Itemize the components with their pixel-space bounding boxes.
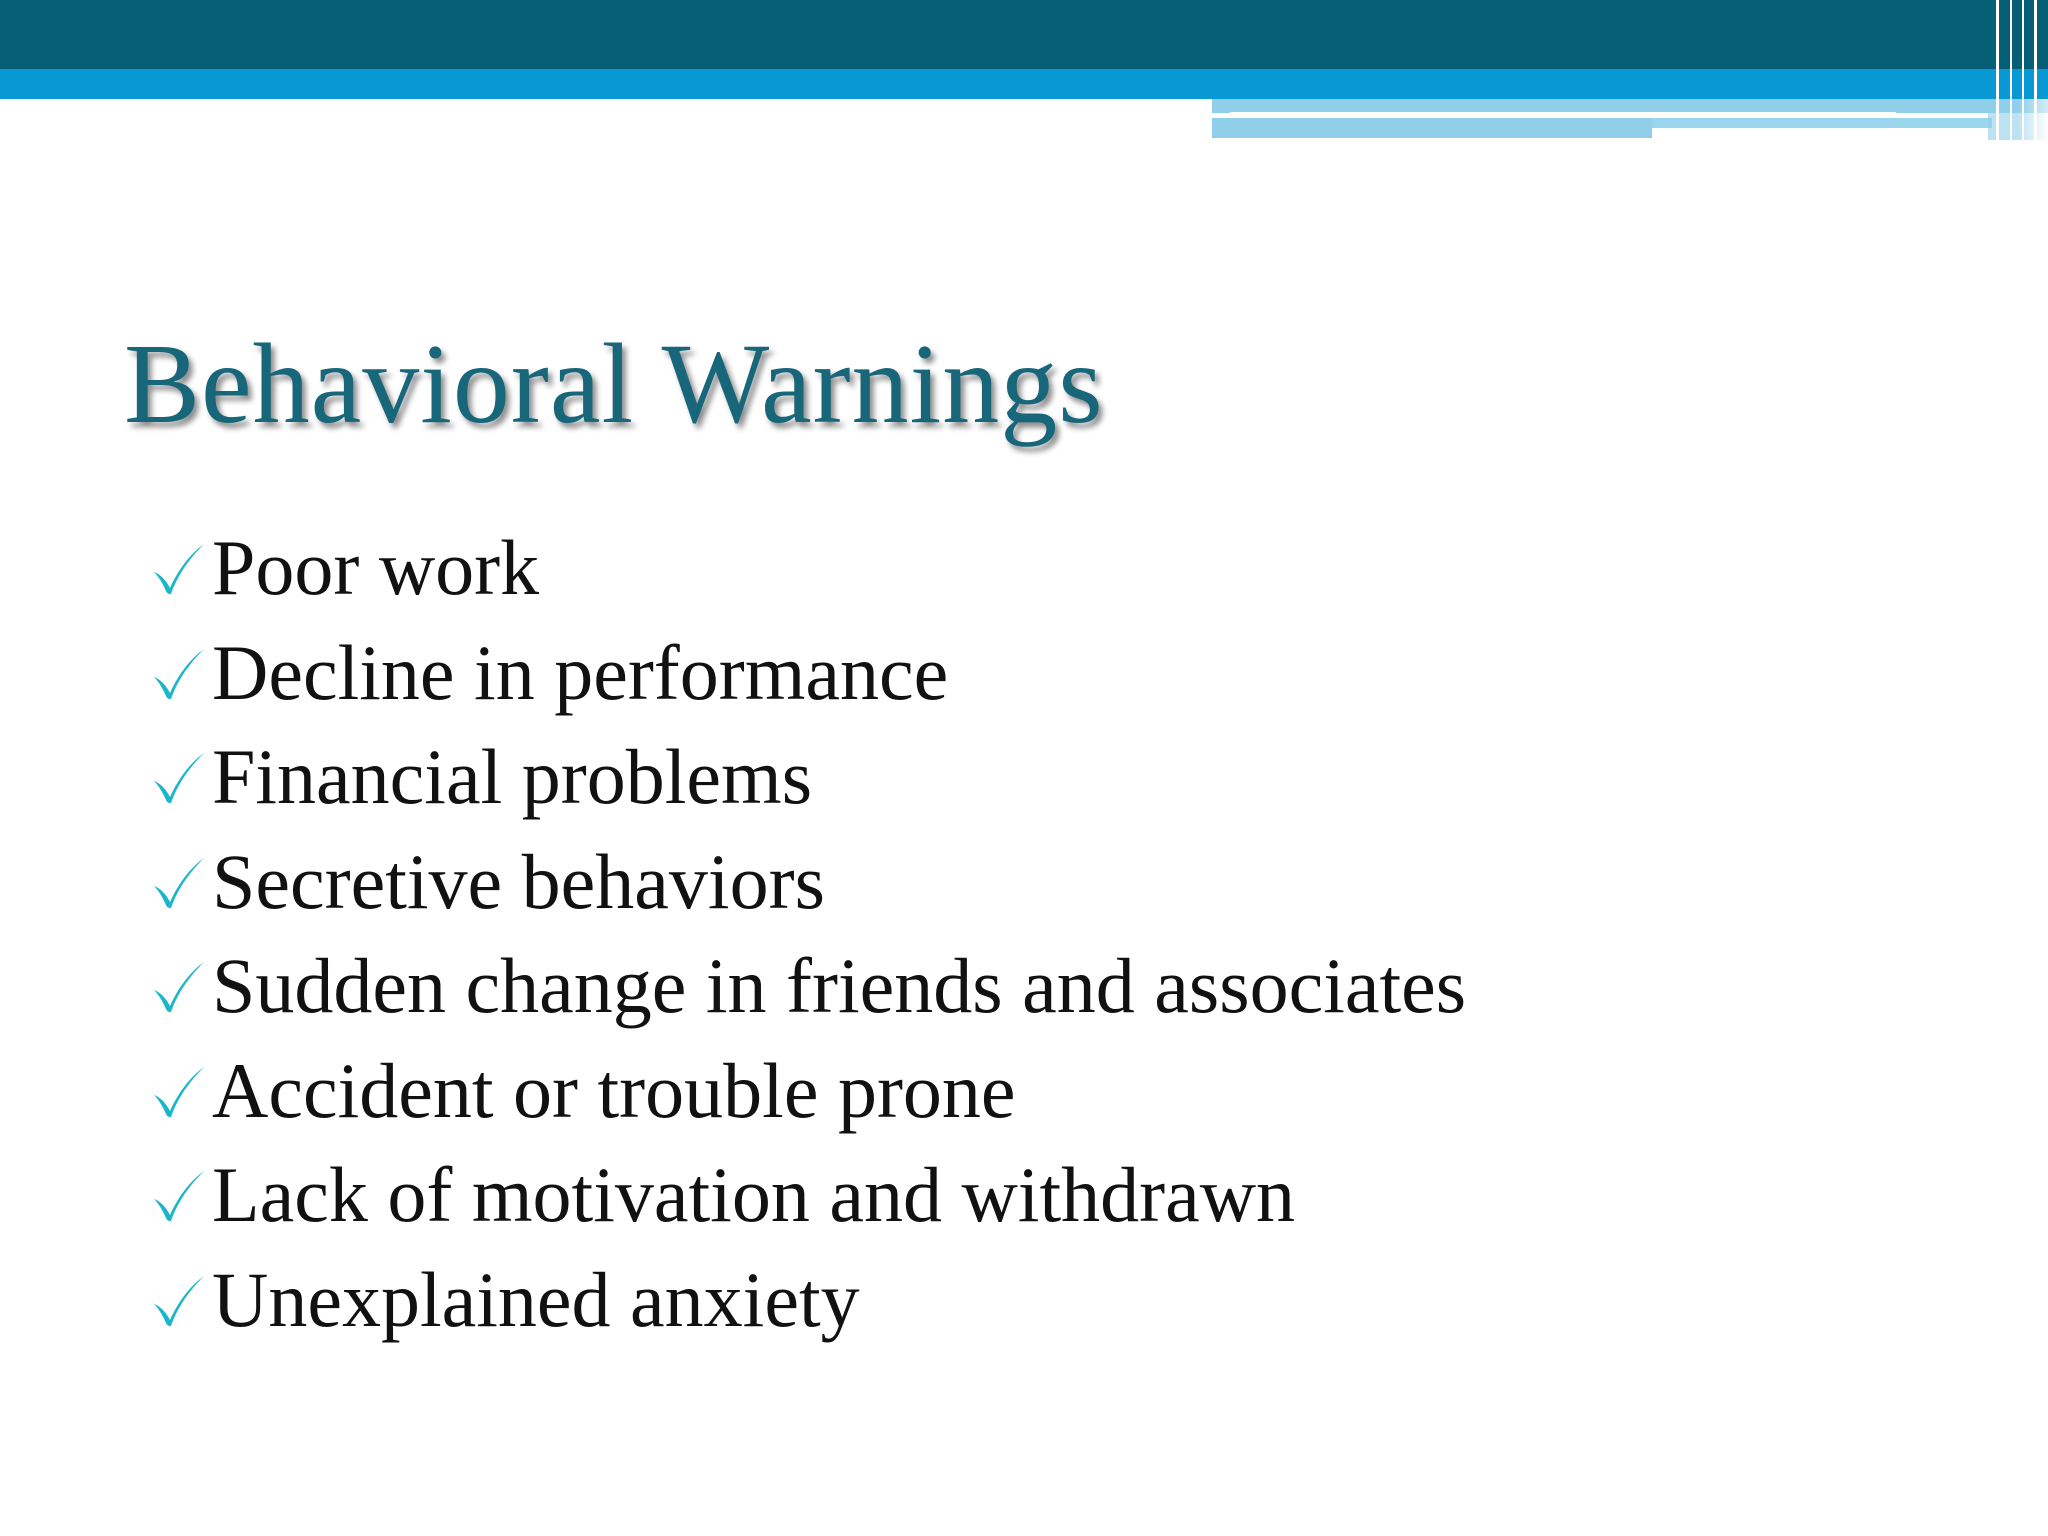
bullet-text: Accident or trouble prone bbox=[212, 1046, 1016, 1134]
header-band-light-lower bbox=[1212, 118, 1652, 138]
header-band-light bbox=[1212, 99, 2048, 113]
bullet-text: Poor work bbox=[212, 524, 540, 612]
bullet-text: Sudden change in friends and associates bbox=[212, 942, 1467, 1030]
bullet-text: Decline in performance bbox=[212, 628, 949, 716]
header-band-light-right bbox=[1652, 118, 1992, 128]
checkmark-icon bbox=[150, 643, 208, 703]
checkmark-icon bbox=[150, 956, 208, 1016]
bullet-item bbox=[150, 1143, 1466, 1248]
bullet-item bbox=[150, 725, 1466, 830]
slide-title: Behavioral Warnings bbox=[124, 320, 1104, 447]
checkmark-icon bbox=[150, 538, 208, 598]
checkmark-icon bbox=[150, 747, 208, 807]
bullet-item bbox=[150, 1039, 1466, 1144]
bullet-item bbox=[150, 621, 1466, 726]
bullet-text: Unexplained anxiety bbox=[212, 1255, 860, 1343]
bullet-text: Secretive behaviors bbox=[212, 837, 825, 925]
header-vertical-lines bbox=[1988, 0, 2048, 140]
checkmark-icon bbox=[150, 1061, 208, 1121]
header-band-dark bbox=[0, 0, 2048, 69]
bullet-text: Lack of motivation and withdrawn bbox=[212, 1151, 1296, 1239]
checkmark-icon bbox=[150, 852, 208, 912]
checkmark-icon bbox=[150, 1165, 208, 1225]
header-white-line bbox=[1230, 112, 1896, 117]
bullet-item bbox=[150, 830, 1466, 935]
checkmark-icon bbox=[150, 1270, 208, 1330]
bullet-item bbox=[150, 1248, 1466, 1353]
header-band-mid bbox=[0, 69, 2048, 99]
bullet-item bbox=[150, 516, 1466, 621]
bullet-item bbox=[150, 934, 1466, 1039]
bullet-list bbox=[150, 516, 1466, 1352]
bullet-text: Financial problems bbox=[212, 733, 813, 821]
